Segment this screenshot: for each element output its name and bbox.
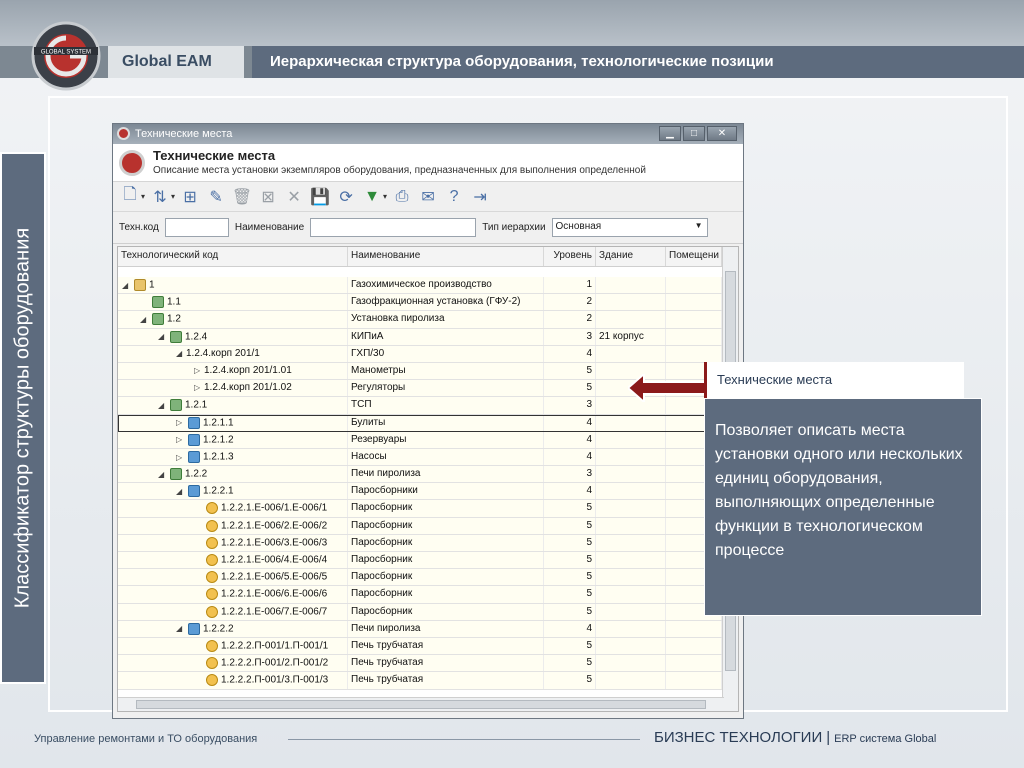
building-cell (596, 466, 666, 482)
code-text: 1.2.2.1.Е-006/3.Е-006/3 (221, 537, 328, 549)
name-cell: Печь трубчатая (348, 638, 544, 654)
pos-icon (206, 674, 218, 686)
expander-icon[interactable]: ◢ (158, 332, 165, 342)
expander-icon[interactable]: ◢ (140, 315, 147, 325)
table-row[interactable] (118, 311, 722, 328)
building-cell (596, 500, 666, 516)
code-cell (118, 432, 348, 448)
name-cell: Паросборник (348, 569, 544, 585)
item-icon (188, 623, 200, 635)
code-text: 1.2 (167, 314, 181, 326)
help-icon[interactable]: ? (449, 187, 459, 205)
save-icon[interactable]: 💾 (310, 188, 330, 206)
expander-icon[interactable]: ◢ (158, 469, 165, 479)
hierarchy-type-value: Основная (555, 221, 602, 232)
code-cell (118, 466, 348, 482)
column-header[interactable]: Помещени (666, 247, 722, 266)
footer-separator: | (826, 729, 831, 746)
table-row[interactable] (118, 483, 722, 500)
name-cell: КИПиА (348, 329, 544, 345)
room-cell (666, 294, 722, 310)
code-cell (118, 311, 348, 327)
level-cell: 5 (544, 655, 596, 671)
name-cell: Газофракционная установка (ГФУ-2) (348, 294, 544, 310)
table-row[interactable] (118, 535, 722, 552)
code-text: 1.2.2.1 (203, 485, 234, 497)
footer-brand (654, 729, 936, 746)
window-heading: Технические места (153, 148, 276, 163)
level-cell: 5 (544, 552, 596, 568)
code-cell (118, 277, 348, 293)
name-cell: ТСП (348, 397, 544, 413)
table-row[interactable] (118, 638, 722, 655)
table-row[interactable] (118, 604, 722, 621)
name-cell: Установка пиролиза (348, 311, 544, 327)
room-cell (666, 346, 722, 362)
code-text: 1.2.2.2.П-001/3.П-001/3 (221, 674, 329, 686)
code-text: 1.2.1.3 (203, 451, 234, 463)
building-cell (596, 672, 666, 688)
name-cell: Паросборник (348, 500, 544, 516)
footer-left-text: Управление ремонтами и ТО оборудования (34, 733, 258, 745)
name-cell: Печи пиролиза (348, 466, 544, 482)
column-header[interactable]: Технологический код (118, 247, 348, 266)
name-cell: Резервуары (348, 432, 544, 448)
name-cell: Паросборник (348, 535, 544, 551)
code-text: 1.2.2.2 (203, 623, 234, 635)
dropdown-arrow-icon[interactable]: ▾ (383, 192, 388, 201)
page-title: Иерархическая структура оборудования, технологические позиции (252, 46, 1024, 78)
code-text: 1.1 (167, 296, 181, 308)
code-text: 1.2.2.1.Е-006/4.Е-006/4 (221, 554, 328, 566)
toolbar (113, 182, 743, 212)
level-cell: 4 (544, 483, 596, 499)
code-cell (118, 415, 348, 431)
code-cell (118, 655, 348, 671)
code-text: 1.2.4 (185, 331, 208, 343)
building-cell (596, 277, 666, 293)
level-cell: 2 (544, 311, 596, 327)
filter-icon[interactable]: ▼ (364, 187, 380, 205)
hierarchy-icon[interactable]: ⊞ (183, 188, 197, 206)
product-label: Global EAM (108, 46, 244, 78)
pos-icon (206, 606, 218, 618)
building-cell: 21 корпус (596, 329, 666, 345)
expander-icon[interactable]: ◢ (122, 280, 129, 290)
code-text: 1 (149, 279, 155, 291)
window-description: Описание места установки экземпляров оборудования, предназначенных для выполнения определенной (153, 165, 646, 176)
window-header (113, 144, 743, 182)
building-cell (596, 294, 666, 310)
name-cell: Паросборники (348, 483, 544, 499)
building-cell (596, 483, 666, 499)
grid-header (118, 247, 738, 267)
code-cell (118, 346, 348, 362)
table-row[interactable] (118, 621, 722, 638)
tech-code-label: Техн.код (119, 222, 159, 233)
level-cell: 1 (544, 277, 596, 293)
node-icon (152, 296, 164, 308)
app-icon (117, 127, 130, 140)
code-cell (118, 483, 348, 499)
refresh-icon[interactable]: ⟳ (339, 188, 353, 206)
expander-icon[interactable]: ▷ (176, 435, 183, 445)
column-header[interactable]: Уровень (544, 247, 596, 266)
close-x-icon[interactable]: ✕ (287, 188, 301, 206)
table-row[interactable] (118, 500, 722, 517)
code-cell (118, 500, 348, 516)
pos-icon (206, 657, 218, 669)
level-cell: 3 (544, 466, 596, 482)
code-cell (118, 638, 348, 654)
level-cell: 5 (544, 518, 596, 534)
table-row[interactable] (118, 329, 722, 346)
hierarchy-type-label: Тип иерархии (482, 222, 546, 233)
global-system-logo (30, 20, 102, 92)
code-text: 1.2.2.1.Е-006/6.Е-006/6 (221, 589, 328, 601)
level-cell: 4 (544, 346, 596, 362)
name-cell: Печь трубчатая (348, 655, 544, 671)
dropdown-arrow-icon[interactable]: ▾ (171, 192, 176, 201)
code-cell (118, 672, 348, 688)
new-document-icon[interactable]: 🗋 (123, 186, 137, 203)
column-header[interactable]: Наименование (348, 247, 544, 266)
name-cell: Паросборник (348, 586, 544, 602)
level-cell: 5 (544, 569, 596, 585)
company-name: БИЗНЕС ТЕХНОЛОГИИ (654, 729, 823, 746)
expander-icon[interactable]: ▷ (194, 383, 201, 393)
level-cell: 5 (544, 363, 596, 379)
pos-icon (206, 571, 218, 583)
building-cell (596, 621, 666, 637)
expander-icon[interactable]: ◢ (158, 400, 165, 410)
exit-icon[interactable]: ⇥ (473, 188, 487, 206)
table-row[interactable] (118, 432, 722, 449)
level-cell: 4 (544, 449, 596, 465)
pos-icon (206, 640, 218, 652)
building-cell (596, 415, 666, 431)
table-row[interactable] (118, 672, 722, 689)
window-titlebar[interactable] (113, 124, 743, 144)
level-cell: 2 (544, 294, 596, 310)
building-cell (596, 586, 666, 602)
pos-icon (206, 520, 218, 532)
level-cell: 4 (544, 621, 596, 637)
level-cell: 5 (544, 638, 596, 654)
logo-text: GLOBAL SYSTEM (40, 49, 92, 56)
column-header[interactable]: Здание (596, 247, 666, 266)
cancel-icon[interactable]: ⊠ (261, 188, 275, 206)
table-row[interactable] (118, 466, 722, 483)
name-cell: Газохимическое производство (348, 277, 544, 293)
item-icon (188, 451, 200, 463)
name-cell: Манометры (348, 363, 544, 379)
name-input[interactable] (310, 218, 476, 237)
hierarchy-type-select[interactable] (552, 218, 708, 237)
room-cell (666, 311, 722, 327)
expander-icon[interactable]: ◢ (176, 348, 183, 358)
name-cell: ГХП/30 (348, 346, 544, 362)
table-row[interactable] (118, 294, 722, 311)
table-row[interactable] (118, 586, 722, 603)
level-cell: 5 (544, 535, 596, 551)
building-cell (596, 604, 666, 620)
level-cell: 5 (544, 604, 596, 620)
notes-icon[interactable]: ✉ (421, 188, 435, 206)
code-text: 1.2.4.корп 201/1.01 (204, 364, 292, 376)
building-cell (596, 655, 666, 671)
building-cell (596, 552, 666, 568)
top-band (0, 0, 1024, 46)
code-text: 1.2.2.2.П-001/1.П-001/1 (221, 640, 329, 652)
code-cell (118, 621, 348, 637)
item-icon (188, 434, 200, 446)
pos-icon (206, 502, 218, 514)
code-text: 1.2.1 (185, 399, 208, 411)
expander-icon[interactable]: ▷ (194, 365, 201, 375)
tech-places-grid (117, 246, 739, 712)
code-cell (118, 604, 348, 620)
node-icon (170, 399, 182, 411)
code-cell (118, 535, 348, 551)
code-text: 1.2.2.1.Е-006/7.Е-006/7 (221, 606, 328, 618)
callout-arrow-icon (628, 374, 706, 402)
table-row[interactable] (118, 655, 722, 672)
node-icon (170, 468, 182, 480)
name-cell: Регуляторы (348, 380, 544, 396)
building-cell (596, 569, 666, 585)
table-row[interactable] (118, 569, 722, 586)
chevron-down-icon: ▼ (694, 221, 703, 230)
maximize-button[interactable]: □ (683, 126, 705, 141)
name-cell: Паросборник (348, 518, 544, 534)
expander-icon[interactable]: ◢ (176, 486, 183, 496)
table-row[interactable] (118, 346, 722, 363)
expander-icon[interactable]: ▷ (176, 418, 183, 428)
building-cell (596, 432, 666, 448)
node-icon (152, 313, 164, 325)
item-icon (188, 417, 200, 429)
building-cell (596, 638, 666, 654)
edit-icon[interactable]: ✎ (209, 188, 223, 206)
erp-product: ERP система Global (834, 733, 937, 745)
expander-icon[interactable]: ◢ (176, 624, 183, 634)
code-cell (118, 552, 348, 568)
table-row[interactable] (118, 415, 722, 432)
level-cell: 4 (544, 432, 596, 448)
filter-row (113, 212, 743, 244)
name-cell: Печь трубчатая (348, 672, 544, 688)
node-icon (170, 331, 182, 343)
room-cell (666, 621, 722, 637)
code-text: 1.2.1.2 (203, 434, 234, 446)
tech-code-input[interactable] (165, 218, 229, 237)
horizontal-scrollbar[interactable] (118, 697, 724, 711)
grid-rows (118, 277, 722, 690)
pos-icon (206, 537, 218, 549)
code-cell (118, 449, 348, 465)
callout-label: Технические места (704, 362, 964, 398)
code-cell (118, 569, 348, 585)
name-label: Наименование (234, 222, 305, 233)
tech-places-window (112, 123, 744, 719)
code-text: 1.2.2.1.Е-006/1.Е-006/1 (221, 503, 328, 515)
dropdown-arrow-icon[interactable]: ▾ (141, 192, 146, 201)
table-row[interactable] (118, 277, 722, 294)
folder-icon (134, 279, 146, 291)
code-cell (118, 329, 348, 345)
table-row[interactable] (118, 449, 722, 466)
close-button[interactable]: ✕ (707, 126, 737, 141)
level-cell: 5 (544, 586, 596, 602)
code-text: 1.2.4.корп 201/1 (186, 347, 260, 359)
code-text: 1.2.2.2.П-001/2.П-001/2 (221, 657, 329, 669)
room-cell (666, 638, 722, 654)
code-text: 1.2.1.1 (203, 417, 234, 429)
code-text: 1.2.2.1.Е-006/5.Е-006/5 (221, 571, 328, 583)
window-title: Технические места (135, 128, 233, 140)
callout-description: Позволяет описать места установки одного или нескольких единиц оборудования, выполняющих определенные функции в технологическом процессе (704, 398, 982, 616)
code-cell (118, 294, 348, 310)
level-cell: 4 (544, 415, 596, 431)
code-text: 1.2.2 (185, 468, 208, 480)
tech-places-icon (119, 150, 145, 176)
table-row[interactable] (118, 552, 722, 569)
minimize-button[interactable]: ▁ (659, 126, 681, 141)
room-cell (666, 655, 722, 671)
code-text: 1.2.2.1.Е-006/2.Е-006/2 (221, 520, 328, 532)
name-cell: Булиты (348, 415, 544, 431)
building-cell (596, 311, 666, 327)
code-text: 1.2.4.корп 201/1.02 (204, 382, 292, 394)
pos-icon (206, 588, 218, 600)
delete-icon[interactable]: 🗑 (231, 188, 253, 206)
building-cell (596, 346, 666, 362)
level-cell: 5 (544, 500, 596, 516)
building-cell (596, 518, 666, 534)
name-cell: Паросборник (348, 604, 544, 620)
level-cell: 3 (544, 397, 596, 413)
level-cell: 3 (544, 329, 596, 345)
vertical-label: Классификатор структуры оборудования (11, 227, 34, 609)
name-cell: Печи пиролиза (348, 621, 544, 637)
building-cell (596, 535, 666, 551)
code-cell (118, 397, 348, 413)
footer-divider (288, 739, 640, 740)
code-cell (118, 380, 348, 396)
code-cell (118, 518, 348, 534)
code-cell (118, 586, 348, 602)
name-cell: Паросборник (348, 552, 544, 568)
code-cell (118, 363, 348, 379)
expander-icon[interactable]: ▷ (176, 452, 183, 462)
item-icon (188, 485, 200, 497)
level-cell: 5 (544, 672, 596, 688)
room-cell (666, 672, 722, 688)
room-cell (666, 329, 722, 345)
level-cell: 5 (544, 380, 596, 396)
print-icon[interactable]: ⎙ (395, 187, 409, 205)
table-row[interactable] (118, 518, 722, 535)
pos-icon (206, 554, 218, 566)
room-cell (666, 277, 722, 293)
building-cell (596, 449, 666, 465)
move-icon[interactable]: ⇅ (153, 188, 167, 206)
scroll-thumb[interactable] (136, 700, 706, 709)
name-cell: Насосы (348, 449, 544, 465)
